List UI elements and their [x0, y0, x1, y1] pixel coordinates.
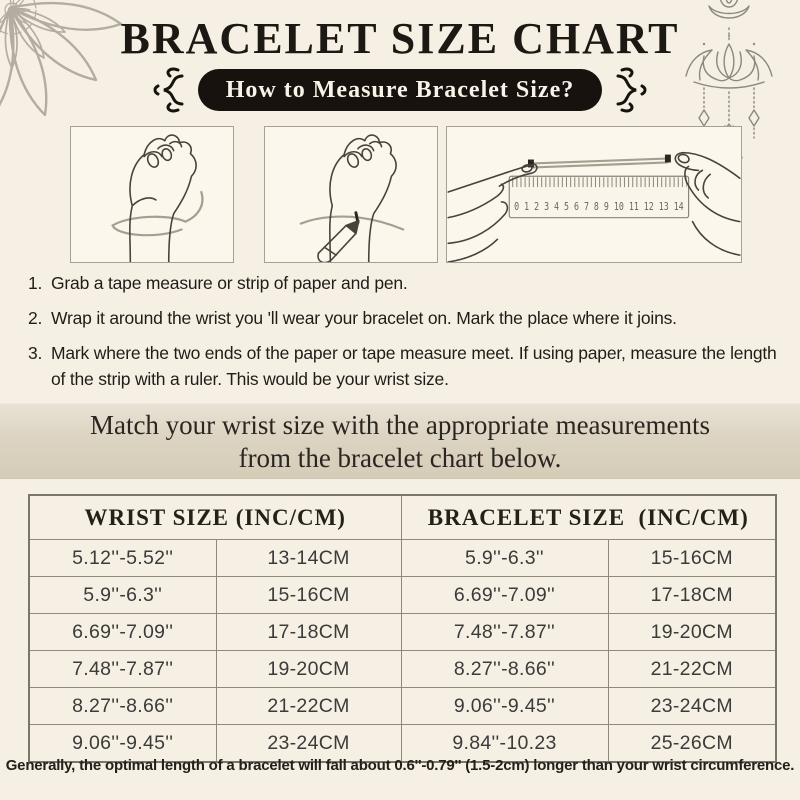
- banner-line-1: Match your wrist size with the appropriate measurements: [89, 410, 711, 440]
- table-cell: 19-20CM: [608, 614, 776, 651]
- footer-note: Generally, the optimal length of a bracelet will fall about 0.6''-0.79'' (1.5-2cm) longer than your wrist circumference.: [5, 757, 795, 774]
- table-cell: 25-26CM: [608, 725, 776, 763]
- table-row: [29, 651, 776, 688]
- table-cell: 13-14CM: [216, 540, 401, 577]
- table-cell: 6.69''-7.09'': [401, 577, 608, 614]
- size-table: [28, 494, 777, 763]
- table-cell: 17-18CM: [216, 614, 401, 651]
- size-table-header-row: [29, 495, 776, 540]
- table-cell: 9.06''-9.45'': [29, 725, 216, 763]
- table-cell: 6.69''-7.09'': [29, 614, 216, 651]
- illustration-wrap-tape: [70, 126, 234, 263]
- table-cell: 7.48''-7.87'': [401, 614, 608, 651]
- illustration-mark-with-pen: [264, 126, 438, 263]
- table-cell: 23-24CM: [608, 688, 776, 725]
- step-1-number: 1.: [28, 273, 43, 293]
- table-cell: 8.27''-8.66'': [29, 688, 216, 725]
- table-row: [29, 577, 776, 614]
- pill-row: [0, 66, 800, 114]
- step-2: [28, 305, 794, 331]
- match-size-banner: [0, 403, 800, 479]
- table-cell: 5.9''-6.3'': [29, 577, 216, 614]
- step-1: [28, 270, 794, 296]
- step-2-text: Wrap it around the wrist you 'll wear your bracelet on. Mark the place where it joins.: [51, 308, 677, 328]
- bracelet-size-header: BRACELET SIZE (INC/CM): [401, 495, 776, 540]
- table-cell: 7.48''-7.87'': [29, 651, 216, 688]
- illustration-row: [70, 126, 742, 263]
- curly-flourish-left-icon: [152, 66, 188, 114]
- step-3-text: Mark where the two ends of the paper or tape measure meet. If using paper, measure the length of the strip with a ruler. This would be your wrist size.: [51, 343, 777, 389]
- measure-steps: [28, 270, 794, 401]
- table-cell: 5.12''-5.52'': [29, 540, 216, 577]
- step-3-number: 3.: [28, 343, 43, 363]
- table-cell: 19-20CM: [216, 651, 401, 688]
- table-cell: 5.9''-6.3'': [401, 540, 608, 577]
- banner-line-2: from the bracelet chart below.: [238, 443, 562, 473]
- wrist-size-header: WRIST SIZE (INC/CM): [29, 495, 401, 540]
- step-1-text: Grab a tape measure or strip of paper and pen.: [51, 273, 408, 293]
- table-cell: 21-22CM: [608, 651, 776, 688]
- table-cell: 15-16CM: [608, 540, 776, 577]
- table-row: [29, 688, 776, 725]
- table-row: [29, 540, 776, 577]
- page-title: BRACELET SIZE CHART: [120, 14, 680, 63]
- table-cell: 8.27''-8.66'': [401, 651, 608, 688]
- hand-pen-illustration: [265, 127, 437, 262]
- ruler-numbers: 0 1 2 3 4 5 6 7 8 9 10 11 12 13 14: [514, 199, 684, 213]
- table-cell: 21-22CM: [216, 688, 401, 725]
- table-cell: 23-24CM: [216, 725, 401, 763]
- ruler-measure-illustration: [447, 127, 741, 262]
- table-cell: 17-18CM: [608, 577, 776, 614]
- table-cell: 15-16CM: [216, 577, 401, 614]
- curly-flourish-right-icon: [612, 66, 648, 114]
- hand-tape-illustration: [71, 127, 233, 262]
- illustration-measure-ruler: [446, 126, 742, 263]
- table-cell: 9.06''-9.45'': [401, 688, 608, 725]
- step-3: [28, 340, 794, 392]
- table-cell: 9.84''-10.23: [401, 725, 608, 763]
- step-2-number: 2.: [28, 308, 43, 328]
- table-row: [29, 614, 776, 651]
- how-to-measure-pill: How to Measure Bracelet Size?: [198, 69, 602, 111]
